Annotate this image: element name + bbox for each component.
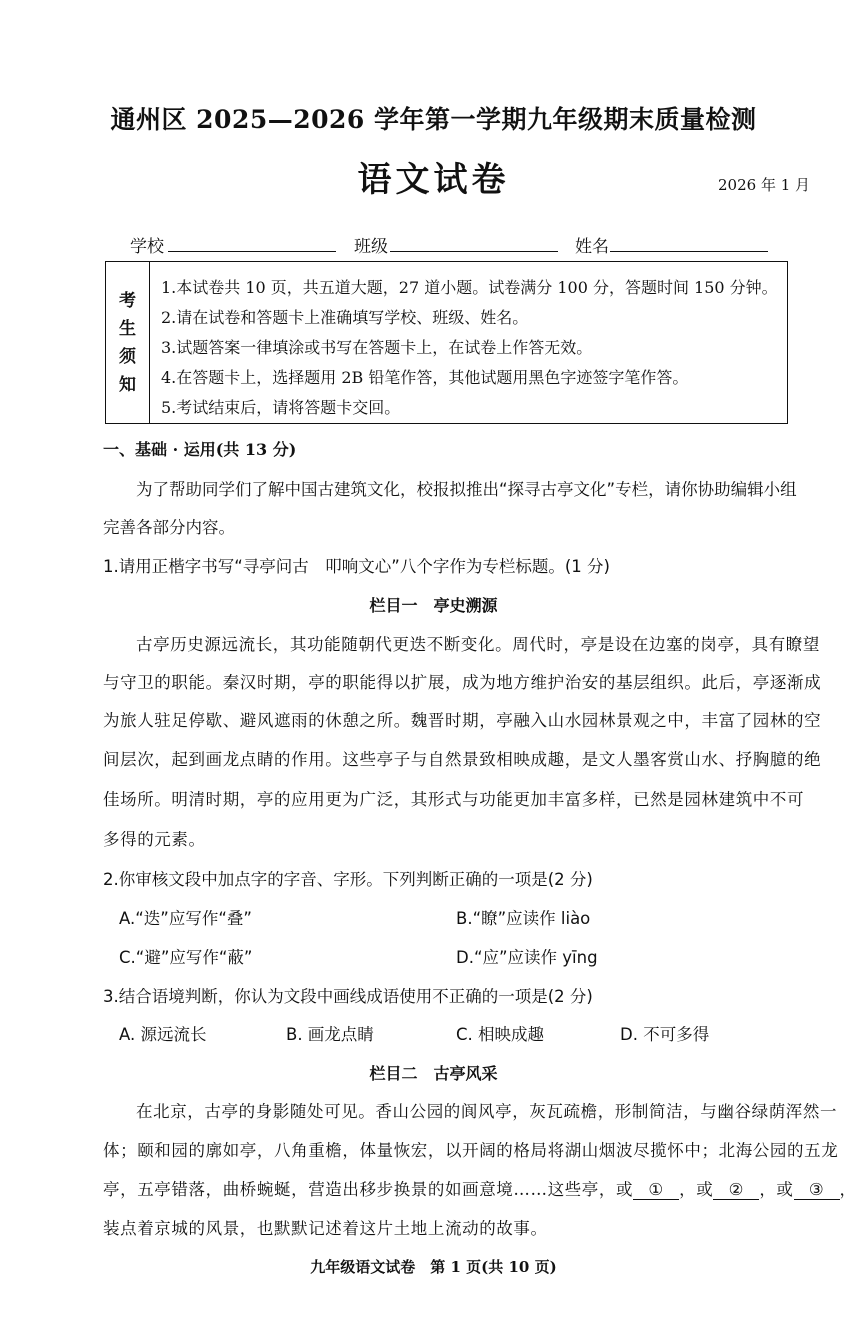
school-label: 学校	[130, 237, 164, 257]
notice-item: 2.请在试卷和答题卡上准确填写学校、班级、姓名。	[161, 308, 529, 327]
q3-option-b[interactable]: B. 画龙点睛	[286, 1025, 374, 1044]
paragraph-line: 间层次，起到画龙点睛的作用。这些亭子与自然景致相映成趣，是文人墨客赏山水、抒胸臆的绝	[103, 750, 822, 769]
page-subtitle: 语文试卷	[357, 160, 510, 200]
paragraph-line: 在北京，古亭的身影随处可见。香山公园的阆风亭，灰瓦疏檐，形制简洁，与幽谷绿荫浑然一	[136, 1102, 838, 1121]
notice-side-label: 考 生 须 知	[106, 262, 150, 423]
page-title: 通州区 2025—2026 学年第一学期九年级期末质量检测	[110, 105, 757, 134]
q2-option-a[interactable]: A.“迭”应写作“叠”	[119, 909, 252, 928]
q3-option-a[interactable]: A. 源远流长	[119, 1025, 207, 1044]
paragraph-line: 体；颐和园的廓如亭，八角重檐，体量恢宏，以开阔的格局将湖山烟波尽揽怀中；北海公园的五龙	[103, 1141, 839, 1160]
question-3: 3.结合语境判断，你认为文段中画线成语使用不正确的一项是(2 分)	[103, 987, 593, 1006]
q2-option-c[interactable]: C.“避”应写作“蔽”	[119, 948, 253, 967]
page-footer: 九年级语文试卷 第 1 页(共 10 页)	[310, 1258, 557, 1276]
name-label: 姓名	[575, 237, 609, 257]
q3-option-d[interactable]: D. 不可多得	[620, 1025, 710, 1044]
paragraph-line: 佳场所。明清时期，亭的应用更为广泛，其形式与功能更加丰富多样，已然是园林建筑中不可	[103, 790, 805, 809]
paragraph-line: 与守卫的职能。秦汉时期，亭的职能得以扩展，成为地方维护治安的基层组织。此后，亭逐渐成	[103, 673, 822, 692]
blank-1[interactable]: ①	[633, 1180, 679, 1200]
class-field[interactable]	[390, 251, 558, 252]
blank-3[interactable]: ③	[794, 1180, 840, 1200]
intro-line: 完善各部分内容。	[103, 518, 235, 537]
paragraph-line: 古亭历史源远流长，其功能随朝代更迭不断变化。周代时，亭是设在边塞的岗亭，具有瞭望	[136, 635, 820, 654]
question-1: 1.请用正楷字书写“寻亭问古 叩响文心”八个字作为专栏标题。(1 分)	[103, 557, 610, 576]
exam-date: 2026 年 1 月	[718, 176, 811, 194]
intro-line: 为了帮助同学们了解中国古建筑文化，校报拟推出“探寻古亭文化”专栏，请你协助编辑小组	[136, 480, 797, 499]
paragraph-line: 多得的元素。	[103, 830, 206, 849]
paragraph-line: 装点着京城的风景，也默默记述着这片土地上流动的故事。	[103, 1219, 548, 1238]
q3-option-c[interactable]: C. 相映成趣	[456, 1025, 545, 1044]
class-label: 班级	[354, 237, 388, 257]
notice-item: 1.本试卷共 10 页，共五道大题，27 道小题。试卷满分 100 分，答题时间 150 分钟。	[161, 278, 778, 297]
q2-option-b[interactable]: B.“瞭”应读作 liào	[456, 909, 591, 928]
notice-item: 4.在答题卡上，选择题用 2B 铅笔作答，其他试题用黑色字迹签字笔作答。	[161, 368, 689, 387]
paragraph-line: 为旅人驻足停歇、避风遮雨的休憩之所。魏晋时期，亭融入山水园林景观之中，丰富了园林的空	[103, 711, 822, 730]
blank-2[interactable]: ②	[713, 1180, 759, 1200]
column-title: 栏目二 古亭风采	[369, 1064, 498, 1083]
section-heading: 一、基础 · 运用(共 13 分)	[103, 440, 297, 459]
q2-option-d[interactable]: D.“应”应读作 yīng	[456, 948, 598, 967]
column-title: 栏目一 亭史溯源	[369, 596, 498, 615]
school-field[interactable]	[168, 251, 336, 252]
notice-item: 3.试题答案一律填涂或书写在答题卡上，在试卷上作答无效。	[161, 338, 593, 357]
notice-item: 5.考试结束后，请将答题卡交回。	[161, 398, 401, 417]
exam-notice-box	[105, 261, 788, 424]
paragraph-line-with-blanks: 亭，五亭错落，曲桥蜿蜒，营造出移步换景的如画意境……这些亭，或 ① ，或 ② ，或 ③ ，	[103, 1180, 857, 1199]
question-2: 2.你审核文段中加点字的字音、字形。下列判断正确的一项是(2 分)	[103, 870, 593, 889]
name-field[interactable]	[610, 251, 768, 252]
